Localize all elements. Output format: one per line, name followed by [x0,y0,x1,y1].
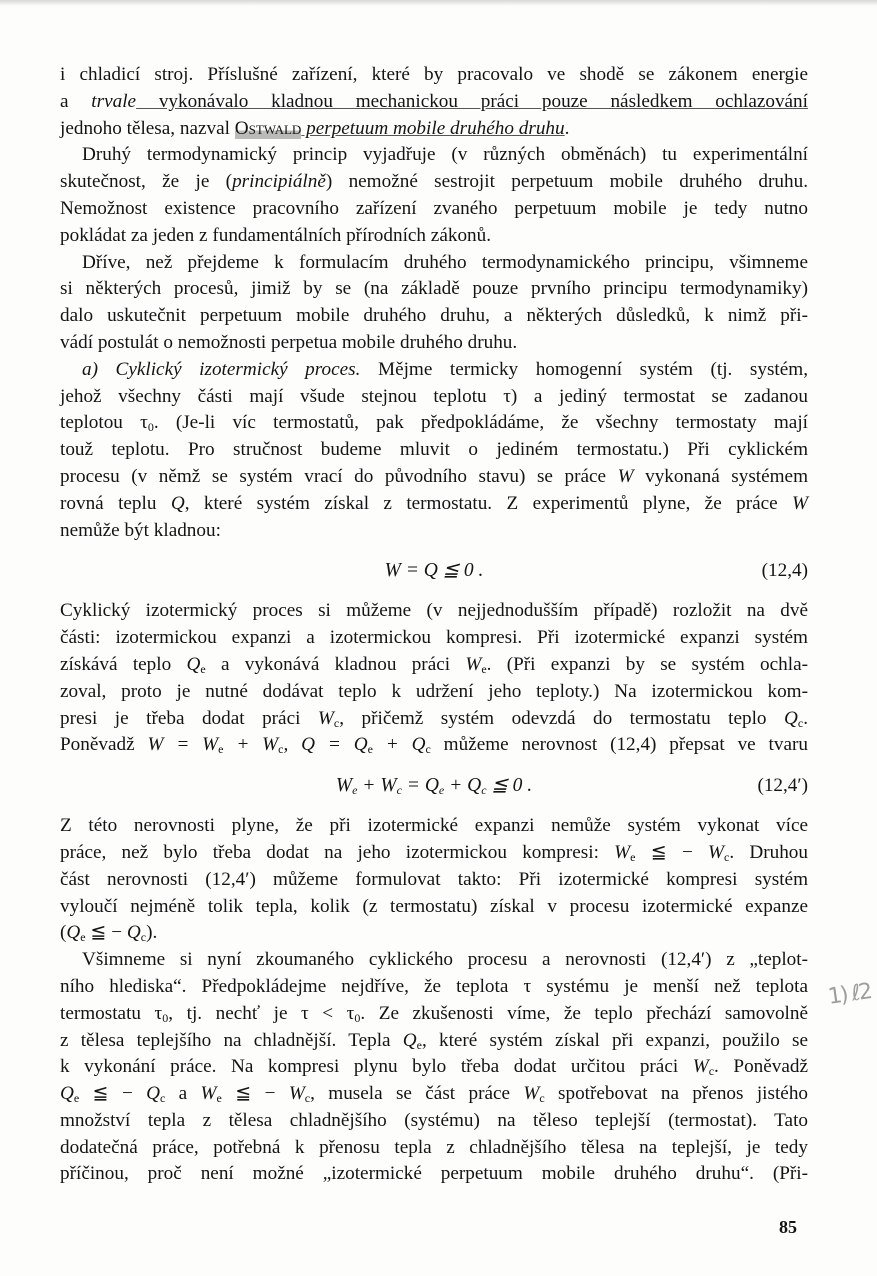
text-line: Nemožnost existence pracovního zařízení zvaného perpetuum mobile je tedy nutno [60,197,808,219]
handwritten-margin-note: 1) ℓ2 [826,979,873,1010]
text-line: části: izotermickou expanzi a izotermickou kompresi. Při izotermické expanzi systém [60,627,808,649]
text-line: příčinou, proč není možné „izotermické perpetuum mobile druhého druhu“. (Při- [60,1163,808,1185]
paragraph-ostwald [60,62,808,142]
book-page-text [60,62,808,1188]
text-line: Z této nerovnosti plyne, že při izotermické expanzi nemůže systém vykonat více [60,815,808,837]
text-line: jehož všechny části mají všude stejnou teplotu τ) a jediný termostat se zadanou [60,385,808,407]
text-line: ního hlediska“. Předpokládejme nejdříve, že teplota τ systému je menší než teplota [60,975,808,997]
equation-12-4-prime [60,765,808,809]
paragraph-intro-processes [60,250,808,357]
text-line: si některých procesů, jimiž by se (na základě pouze prvního principu termodynamiky) [60,278,808,300]
text-line: ($Q_e$ ≦ − $Q_c$). [60,922,158,945]
scan-top-edge [0,0,877,6]
text-line: Všimneme si nyní zkoumaného cyklického procesu a nerovnosti (12,4′) z „teplot- [82,949,808,971]
paragraph-inequality-consequence [60,813,808,947]
paragraph-temperature-view [60,947,808,1188]
text-line: jednoho tělesa, nazval Ostwald perpetuum mobile druhého druhu. [60,117,570,139]
text-line: termostatu $\tau_0$, tj. nechť je $\tau < \tau_0$. Ze zkušenosti víme, že teplo přechází samovolně [60,1002,808,1025]
text-line: teplotou $\tau_0$. (Je-li víc termostatů, pak předpokládáme, že všechny termostaty mají [60,412,808,435]
text-line: a trvale vykonávalo kladnou mechanickou práci pouze následkem ochlazování [60,90,808,112]
text-line: skutečnost, že je (principiálně) nemožné sestrojit perpetuum mobile druhého druhu. [60,171,808,193]
term-perpetuum-mobile: perpetuum mobile druhého druhu [301,117,565,139]
text-line: a) Cyklický izotermický proces. Mějme termicky homogenní systém (tj. systém, [82,358,808,380]
text-line: dalo uskutečnit perpetuum mobile druhého druhu, a některých důsledků, k nimž při- [60,305,808,327]
text-line: procesu (v němž se systém vrací do původního stavu) se práce W vykonaná systémem [60,465,808,487]
text-line: Cyklický izotermický proces si můžeme (v nejjednodušším případě) rozložit na dvě [60,600,808,622]
paragraph-cyclic-isothermal [60,357,808,545]
text-line: práce, než bylo třeba dodat na jeho izotermickou kompresi: $W_e$ ≦ − $W_c$. Druhou [60,841,808,864]
text-line: presi je třeba dodat práci $W_c$, přičemž systém odevzdá do termostatu teplo $Q_c$. [60,707,809,730]
text-line: $Q_e$ ≦ − $Q_c$ a $W_e$ ≦ − $W_c$, musela se část práce $W_c$ spotřebovat na přenos jistého [60,1083,809,1106]
equation-formula: $W_e + W_c = Q_e + Q_c$ ≦ 0 . [335,775,533,798]
text-line: část nerovnosti (12,4′) můžeme formulovat takto: Při izotermické kompresi systém [60,868,808,890]
paragraph-second-principle [60,142,808,249]
page-number: 85 [779,1217,797,1237]
text-line: i chladicí stroj. Příslušné zařízení, které by pracovalo ve shodě se zákonem energie [60,64,808,85]
equation-number: (12,4) [761,560,808,582]
text-line: získává teplo $Q_e$ a vykonává kladnou práci $W_e$. (Při expanzi by se systém ochla- [60,653,808,676]
equation-formula: W = Q ≦ 0 . [384,560,484,582]
text-line: vádí postulát o nemožnosti perpetua mobile druhého druhu. [60,331,518,353]
text-line: nemůže být kladnou: [60,519,221,541]
section-heading: a) Cyklický izotermický proces. [82,358,361,380]
text-line: k vykonání práce. Na kompresi plynu bylo třeba dodat určitou práci $W_c$. Poněvadž [60,1056,808,1079]
text-line: Dříve, než přejdeme k formulacím druhého termodynamického principu, všimneme [82,251,808,273]
text-line: zoval, proto je nutné dodávat teplo k udržení jeho teploty.) Na izotermickou kom- [60,680,808,702]
text-line: z tělesa teplejšího na chladnější. Tepla $Q_e$, které systém získal při expanzi, použilo se [60,1029,808,1052]
text-line: rovná teplu Q, které systém získal z termostatu. Z experimentů plyne, že práce W [60,492,808,514]
text-line: dodatečná práce, potřebná k přenosu tepla z chladnějšího tělesa na teplejší, je tedy [60,1136,808,1158]
paragraph-decomposition [60,598,808,759]
text-line: Druhý termodynamický princip vyjadřuje (v různých obměnách) tu experimentální [82,144,808,166]
text-line: vyloučí nejméně tolik tepla, kolik (z termostatu) získal v procesu izotermické expanze [60,895,808,917]
text-line: množství tepla z tělesa chladnějšího (systému) na těleso teplejší (termostat). Tato [60,1109,808,1131]
text-line: touž teplotu. Pro stručnost budeme mluvit o jediném termostatu.) Při cyklickém [60,439,808,461]
text-line: Poněvadž $W = W_e + W_c$, $Q = Q_e + Q_c$ můžeme nerovnost (12,4) přepsat ve tvaru [60,734,808,757]
author-name: Ostwald [234,117,302,139]
text-line: pokládat za jeden z fundamentálních přírodních zákonů. [60,224,492,246]
equation-12-4 [60,550,808,594]
equation-number: (12,4′) [757,775,808,797]
